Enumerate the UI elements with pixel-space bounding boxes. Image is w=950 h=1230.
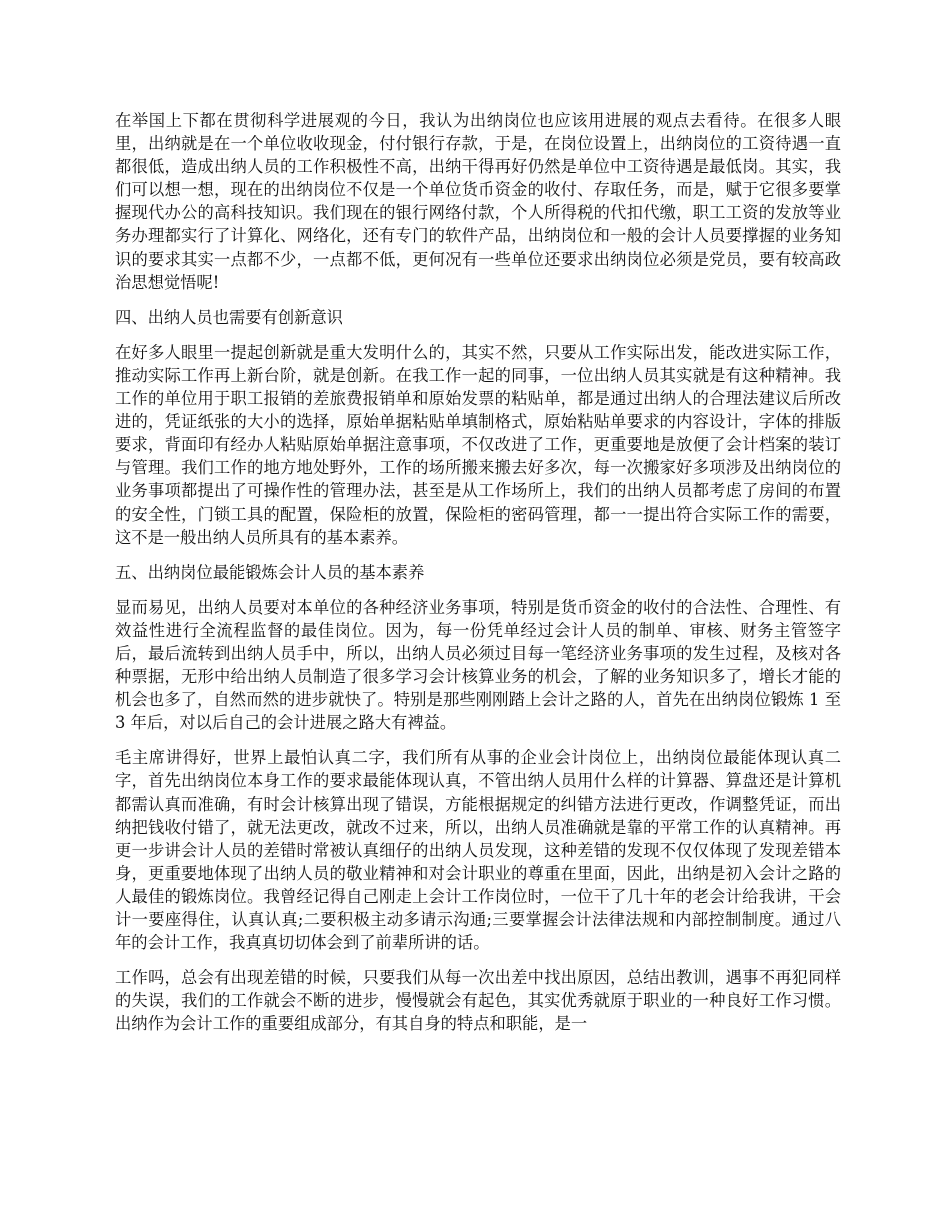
section-heading-training: 五、出纳岗位最能锻炼会计人员的基本素养 xyxy=(115,562,425,582)
paragraph-training-1: 显而易见，出纳人员要对本单位的各种经济业务事项，特别是货币资金的收付的合法性、合理性、有效益性进行全流程监督的最佳岗位。因为，每一份凭单经过会计人员的制单、审核、财务主管签字后，最后流转到出纳人员手中，所以，出纳人员必须过目每一笔经济业务事项的发生过程，及核对各种票据，无形中给出纳人员制造了很多学习会计核算业务的机会，了解的业务知识多了，增长才能的机会也多了，自然而然的进步就快了。特别是那些刚刚踏上会计之路的人，首先在出纳岗位锻炼 1 至 3 年后，对以后自己的会计进展之路大有裨益。 xyxy=(115,597,841,733)
section-heading-innovation: 四、出纳人员也需要有创新意识 xyxy=(115,307,343,327)
paragraph-training-3: 工作吗，总会有出现差错的时候，只要我们从每一次出差中找出原因，总结出教训，遇事不再犯同样的失误，我们的工作就会不断的进步，慢慢就会有起色，其实优秀就原于职业的一种良好工作习惯。出纳作为会计工作的重要组成部分，有其自身的特点和职能，是一 xyxy=(115,968,841,1034)
paragraph-innovation: 在好多人眼里一提起创新就是重大发明什么的，其实不然，只要从工作实际出发，能改进实际工作，推动实际工作再上新台阶，就是创新。在我工作一起的同事，一位出纳人员其实就是有这种精神。我工作的单位用于职工报销的差旅费报销单和原始发票的粘贴单，都是通过出纳人的合理法建议后所改进的，凭证纸张的大小的选择，原始单据粘贴单填制格式，原始粘贴单要求的内容设计，字体的排版要求，背面印有经办人粘贴原始单据注意事项，不仅改进了工作，更重要地是放便了会计档案的装订与管理。我们工作的地方地处野外，工作的场所搬来搬去好多次，每一次搬家好多项涉及出纳岗位的业务事项都提出了可操作性的管理办法，甚至是从工作场所上，我们的出纳人员都考虑了房间的布置的安全性，门锁工具的配置，保险柜的放置，保险柜的密码管理，都一一提出符合实际工作的需要，这不是一般出纳人员所具有的基本素养。 xyxy=(115,342,841,547)
paragraph-intro: 在举国上下都在贯彻科学进展观的今日，我认为出纳岗位也应该用进展的观点去看待。在很多人眼里，出纳就是在一个单位收收现金，付付银行存款，于是，在岗位设置上，出纳岗位的工资待遇一直都很低，造成出纳人员的工作积极性不高，出纳干得再好仍然是单位中工资待遇是最低岗。其实，我们可以想一想，现在的出纳岗位不仅是一个单位货币资金的收付、存取任务，而是，赋于它很多要掌握现代办公的高科技知识。我们现在的银行网络付款，个人所得税的代扣代缴，职工工资的发放等业务办理都实行了计算化、网络化，还有专门的软件产品，出纳岗位和一般的会计人员要撑握的业务知识的要求其实一点都不少，一点都不低，更何况有一些单位还要求出纳岗位必须是党员，要有较高政治思想觉悟呢! xyxy=(115,111,841,292)
paragraph-training-2: 毛主席讲得好，世界上最怕认真二字，我们所有从事的企业会计岗位上，出纳岗位最能体现认真二字，首先出纳岗位本身工作的要求最能体现认真，不管出纳人员用什么样的计算器、算盘还是计算机都需认真而准确，有时会计核算出现了错误，方能根据规定的纠错方法进行更改，作调整凭证，而出纳把钱收付错了，就无法更改，就改不过来，所以，出纳人员准确就是靠的平常工作的认真精神。再更一步讲会计人员的差错时常被认真细仔的出纳人员发现，这种差错的发现不仅仅体现了发现差错本身，更重要地体现了出纳人员的敬业精神和对会计职业的尊重在里面，因此，出纳是初入会计之路的人最佳的锻炼岗位。我曾经记得自己刚走上会计工作岗位时，一位干了几十年的老会计给我讲，干会计一要座得住，认真认真;二要积极主动多请示沟通;三要掌握会计法律法规和内部控制制度。通过八年的会计工作，我真真切切体会到了前辈所讲的话。 xyxy=(115,748,841,953)
document-body xyxy=(115,109,841,1047)
